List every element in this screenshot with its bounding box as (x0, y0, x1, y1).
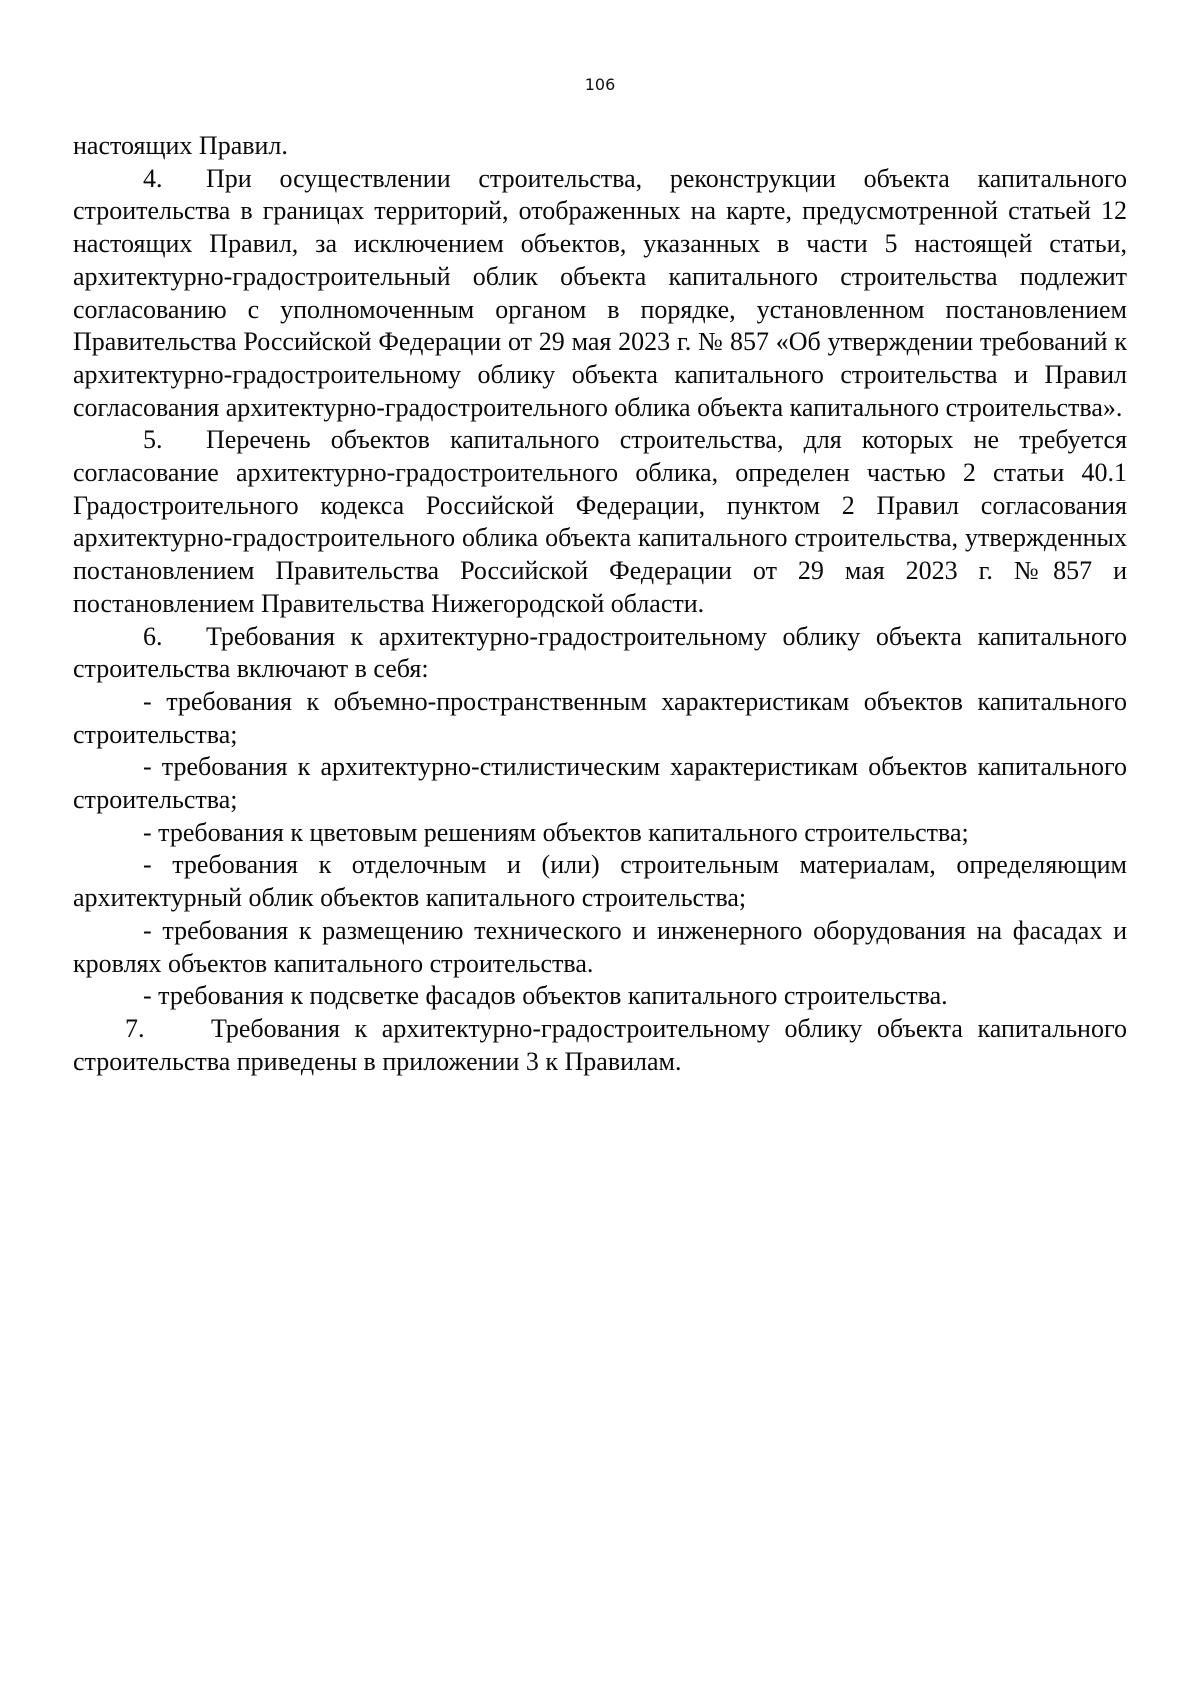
list-item: - требования к размещению технического и инженерного оборудования на фасадах и кровлях объектов капитального строительства. (73, 915, 1127, 978)
paragraph-continuation: настоящих Правил. (73, 131, 288, 160)
list-item: - требования к архитектурно-стилистическим характеристикам объектов капитального строительства; (73, 752, 1127, 815)
paragraph-number: 6. (143, 621, 163, 651)
list-item: - требования к объемно-пространственным характеристикам объектов капитального строительства; (73, 686, 1127, 749)
paragraph-text: Требования к архитектурно-градостроительному облику объекта капитального строительства приведены в приложении 3 к Правилам. (73, 1013, 1127, 1076)
list-item: - требования к подсветке фасадов объектов капитального строительства. (143, 981, 948, 1011)
paragraph-text: При осуществлении строительства, реконструкции объекта капитального строительства в границах территорий, отображенных на карте, предусмотренной статьей 12 настоящих Правил, за исключением объектов, указанных в части 5 настоящей статьи, архитектурно-градостроительный облик объекта капитального строительства подлежит согласованию с уполномоченным органом в порядке, установленном постановлением Правительства Российской Федерации от 29 мая 2023 г. № 857 «Об утверждении требований к архитектурно-градостроительному облику объекта капитального строительства и Правил согласования архитектурно-градостроительного облика объекта капитального строительства». (73, 163, 1127, 422)
paragraph-4 (73, 163, 1127, 425)
paragraph-number: 4. (143, 163, 163, 193)
document-body (73, 130, 1127, 1078)
list-item: - требования к цветовым решениям объектов капитального строительства; (143, 817, 969, 847)
paragraph-number: 5. (143, 425, 163, 455)
page-number: 106 (584, 75, 616, 94)
paragraph-number: 7. (125, 1013, 145, 1043)
paragraph-5 (73, 424, 1127, 620)
paragraph-text: Требования к архитектурно-градостроительному облику объекта капитального строительства включают в себя: (73, 621, 1127, 684)
paragraph-6 (73, 621, 1127, 686)
paragraph-7 (73, 1013, 1127, 1078)
list-item: - требования к отделочным и (или) строительным материалам, определяющим архитектурный облик объектов капитального строительства; (73, 850, 1127, 913)
paragraph-text: Перечень объектов капитального строительства, для которых не требуется согласование архитектурно-градостроительного облика, определен частью 2 статьи 40.1 Градостроительного кодекса Российской Федерации, пунктом 2 Правил согласования архитектурно-градостроительного облика объекта капитального строительства, утвержденных постановлением Правительства Российской Федерации от 29 мая 2023 г. №857 и постановлением Правительства Нижегородской области. (73, 425, 1127, 618)
